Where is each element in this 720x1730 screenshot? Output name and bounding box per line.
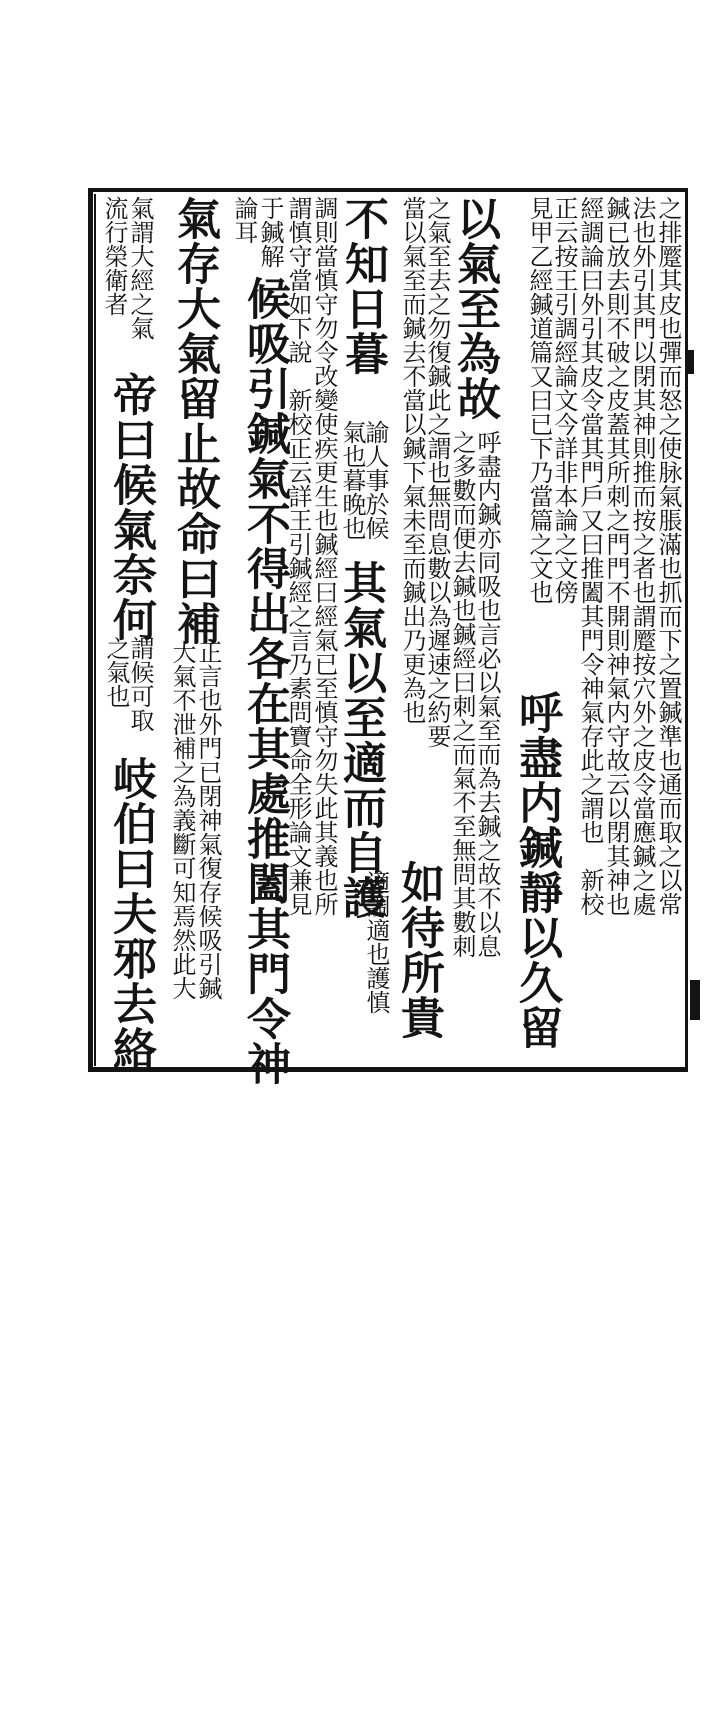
main-text-column: 呼盡内鍼靜以久留 bbox=[511, 690, 562, 1050]
text-column: 之氣至去之勿復鍼此之謂也無問息數以為遲速之約要 bbox=[423, 196, 451, 748]
text-column: 呼盡内鍼亦同吸也言必以氣至而為去鍼之故不以息 bbox=[473, 430, 501, 958]
text-column: 鍼已放去則不破之皮蓋其所刺之門門不開則神氣内守故云以閉其神也 bbox=[602, 196, 630, 916]
text-column: 調則當慎守勿令改變使疾更生也鍼經曰經氣已至慎守勿失此其義也所 bbox=[310, 196, 338, 916]
text-column: 適調適也護慎 bbox=[362, 870, 390, 1014]
text-column: 之多數而便去鍼也鍼經曰刺之而氣不至無問其數刺 bbox=[448, 430, 476, 958]
main-text-column: 其氣以至適而自護 bbox=[335, 560, 386, 920]
text-column: 之排蹷其皮也彈而怒之使脉氣脹滿也抓而下之置鍼準也通而取之以常 bbox=[654, 196, 682, 916]
main-text-column: 以氣至為故 bbox=[449, 196, 500, 421]
text-column: 論耳 bbox=[230, 196, 258, 244]
main-text-column: 岐伯曰夫邪去絡 bbox=[105, 756, 156, 1071]
text-column: 法也外引其門以閉其神則推而按之者也謂蹷按穴外之皮令當應鍼之處 bbox=[628, 196, 656, 916]
text-column: 諭人事於候 bbox=[361, 420, 389, 540]
main-text-column: 帝曰候氣奈何 bbox=[105, 372, 156, 642]
main-text-column: 不知日暮 bbox=[337, 196, 388, 376]
inner-border-rule bbox=[94, 194, 96, 1066]
text-column: 見甲乙經鍼道篇又曰已下乃當篇之文也 bbox=[525, 196, 553, 604]
text-column: 謂候可取 bbox=[126, 636, 154, 732]
text-column: 謂慎守當如下說 新校正云詳王引鍼經之言乃素問寶命全形論文兼見 bbox=[284, 196, 312, 916]
text-column: 正言也外門已閉神氣復存候吸引鍼 bbox=[194, 640, 222, 1000]
main-text-column: 氣存大氣留止故命曰補 bbox=[169, 196, 220, 646]
text-column: 氣也暮晚也 bbox=[338, 420, 366, 540]
text-column: 之氣也 bbox=[102, 636, 130, 708]
right-edge-mark-lower bbox=[690, 980, 700, 1020]
text-column: 經調論曰外引其皮令當其門戶又曰推闔其門令神氣存此之謂也 新校 bbox=[576, 196, 604, 916]
text-column: 氣謂大經之氣 bbox=[126, 196, 154, 340]
right-edge-mark bbox=[686, 350, 694, 374]
text-column: 大氣不泄補之為義斷可知焉然此大 bbox=[168, 640, 196, 1000]
main-text-column: 候吸引鍼氣不得出各在其處推闔其門令神 bbox=[239, 276, 290, 1086]
text-column: 正云按王引調經論文今詳非本論之文傍 bbox=[550, 196, 578, 604]
main-text-column: 如待所貴 bbox=[393, 860, 444, 1040]
text-column: 流行榮衛者 bbox=[100, 196, 128, 316]
text-column: 當以氣至而鍼去不當以鍼下氣未至而鍼出乃更為也 bbox=[398, 196, 426, 724]
text-column: 于鍼解 bbox=[256, 196, 284, 268]
